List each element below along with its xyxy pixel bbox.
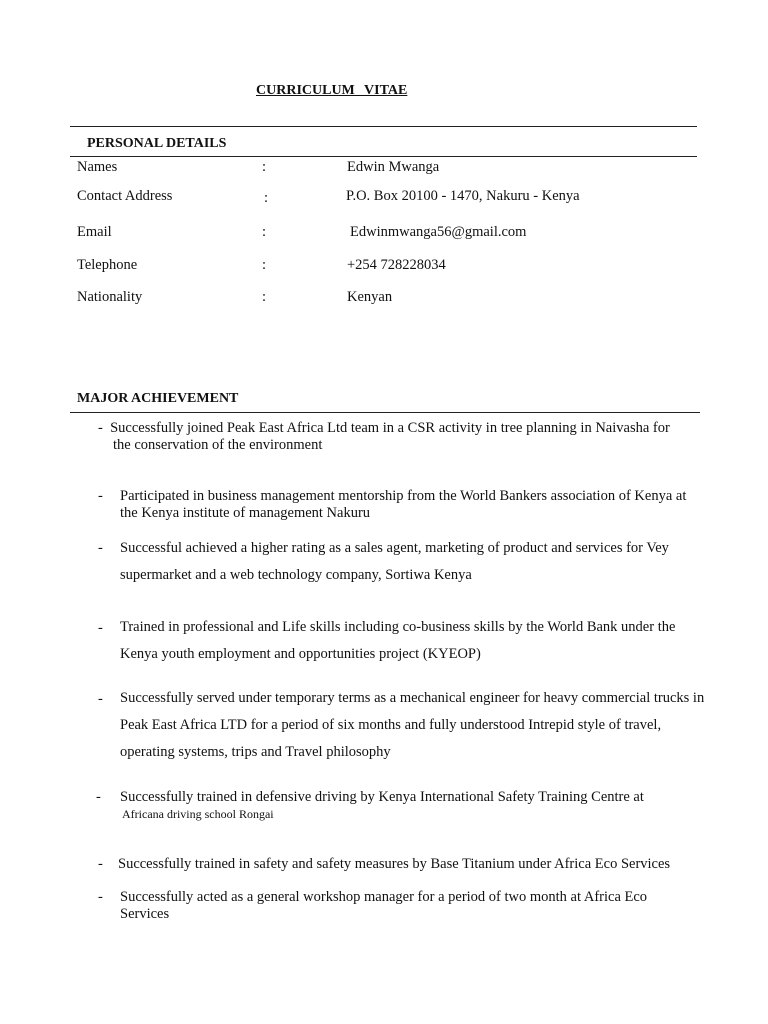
bullet-dash: - xyxy=(98,488,103,504)
achievement-text: Trained in professional and Life skills including co-business skills by the World Bank under the Kenya youth employment and opportunities project (KYEOP) xyxy=(120,619,676,662)
bullet-dash: - xyxy=(98,540,103,556)
achievement-text: Successful achieved a higher rating as a sales agent, marketing of product and services for Vey supermarket and a web technology company, Sortiwa Kenya xyxy=(120,540,669,583)
email-label: Email xyxy=(77,224,112,240)
email-separator: : xyxy=(262,224,267,240)
achievement-item xyxy=(98,420,670,437)
contact-address-value: P.O. Box 20100 - 1470, Nakuru - Kenya xyxy=(346,188,580,204)
achievement-text: Participated in business management mentorship from the World Bankers association of Kenya at the Kenya institute of management Nakuru xyxy=(120,488,687,521)
achievement-text: Successfully trained in defensive driving by Kenya International Safety Training Centre at xyxy=(120,789,644,805)
achievement-text: Successfully joined Peak East Africa Ltd team in a CSR activity in tree planning in Naivasha for xyxy=(110,420,670,436)
achievement-divider xyxy=(70,412,700,413)
contact-address-separator: : xyxy=(264,190,269,206)
names-separator: : xyxy=(262,159,267,175)
personal-details-divider xyxy=(70,156,697,157)
telephone-label: Telephone xyxy=(77,257,138,273)
achievement-text-continued: Africana driving school Rongai xyxy=(122,807,274,821)
achievement-text: Successfully acted as a general workshop manager for a period of two month at Africa Eco Services xyxy=(120,889,648,922)
bullet-dash: - xyxy=(98,856,103,872)
personal-details-heading: PERSONAL DETAILS xyxy=(87,136,227,151)
contact-address-label: Contact Address xyxy=(77,188,173,204)
telephone-separator: : xyxy=(262,257,267,273)
nationality-separator: : xyxy=(262,289,267,305)
achievement-text-continued: the conservation of the environment xyxy=(113,437,323,453)
names-label: Names xyxy=(77,159,118,175)
telephone-value: +254 728228034 xyxy=(347,257,446,273)
top-divider xyxy=(70,126,697,127)
major-achievement-heading: MAJOR ACHIEVEMENT xyxy=(77,391,239,406)
bullet-dash: - xyxy=(98,889,103,905)
bullet-dash: - xyxy=(98,691,103,707)
bullet-dash: - xyxy=(98,420,103,436)
bullet-dash: - xyxy=(96,789,101,805)
achievement-text: Successfully served under temporary terms as a mechanical engineer for heavy commercial trucks in Peak East Africa LTD for a period of six months and fully understood Intrepid style of travel, operating systems, trips and Travel philosophy xyxy=(120,690,705,760)
email-value: Edwinmwanga56@gmail.com xyxy=(350,224,527,240)
achievement-text: Successfully trained in safety and safety measures by Base Titanium under Africa Eco Services xyxy=(118,856,671,872)
nationality-value: Kenyan xyxy=(347,289,393,305)
document-title: CURRICULUM VITAE xyxy=(256,83,408,98)
nationality-label: Nationality xyxy=(77,289,143,305)
names-value: Edwin Mwanga xyxy=(347,159,440,175)
bullet-dash: - xyxy=(98,620,103,636)
